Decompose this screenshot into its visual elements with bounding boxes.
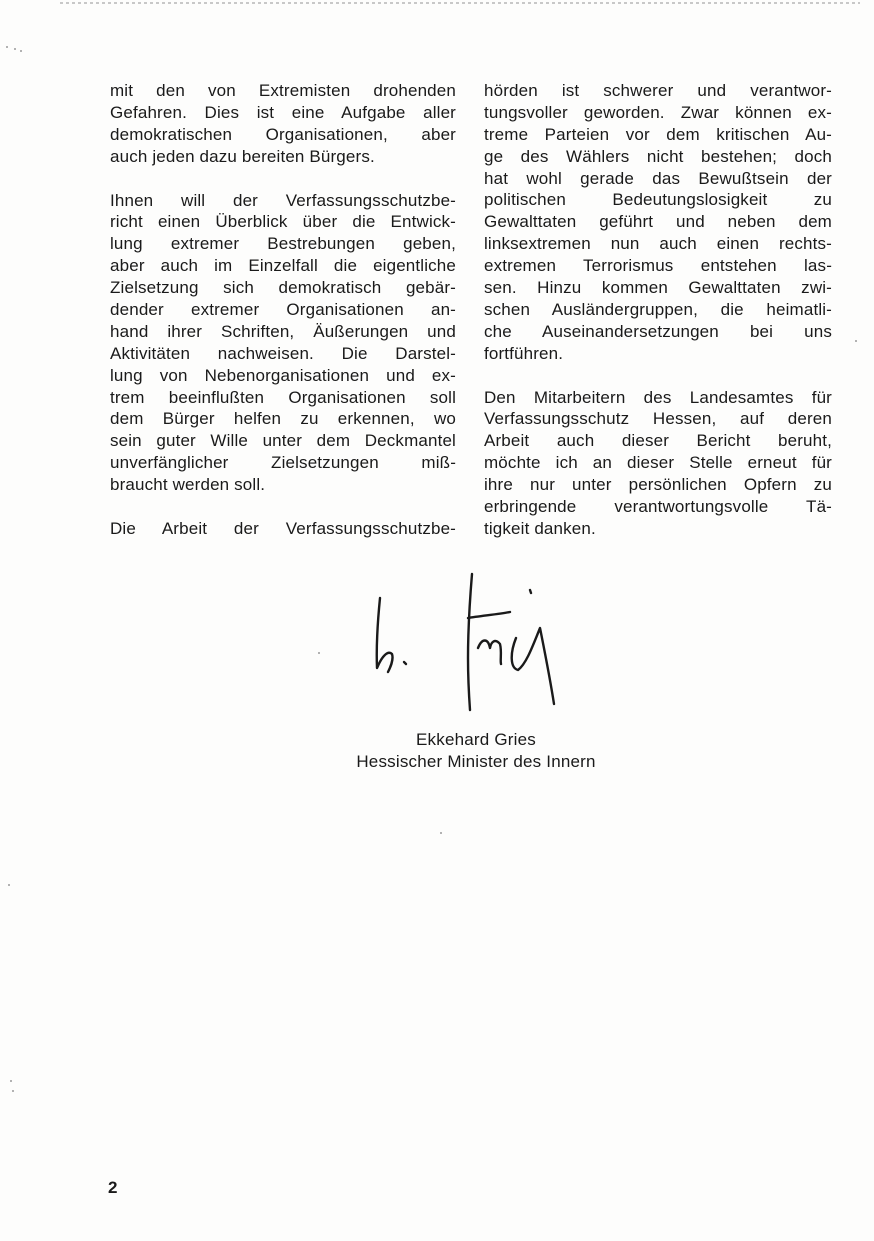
text-line: Den Mitarbeitern des Landesamtes für bbox=[484, 387, 832, 407]
text-line: tigkeit danken. bbox=[484, 518, 596, 538]
scan-speck bbox=[10, 1080, 12, 1082]
text-line: Gefahren. Dies ist eine Aufgabe aller bbox=[110, 102, 456, 122]
text-line: extremen Terrorismus entstehen las- bbox=[484, 256, 832, 276]
text-line: schen Ausländergruppen, die heimatli- bbox=[484, 299, 832, 319]
text-line: Zielsetzung sich demokratisch gebär- bbox=[110, 278, 456, 298]
text-line: richt einen Überblick über die Entwick- bbox=[110, 212, 456, 232]
left-text-column bbox=[110, 80, 456, 540]
text-line: ihre nur unter persönlichen Opfern zu bbox=[484, 475, 832, 495]
signer-name: Ekkehard Gries bbox=[416, 730, 536, 749]
scan-speck bbox=[6, 46, 8, 48]
scan-speck bbox=[8, 884, 10, 886]
page-number: 2 bbox=[108, 1178, 118, 1197]
text-line: lung extremer Bestrebungen geben, bbox=[110, 234, 456, 254]
handwritten-signature bbox=[360, 568, 580, 718]
text-line: Gewalttaten geführt und neben dem bbox=[484, 212, 832, 232]
text-line: Ihnen will der Verfassungsschutzbe- bbox=[110, 190, 456, 210]
text-line: hand ihrer Schriften, Äußerungen und bbox=[110, 321, 456, 341]
text-line: Aktivitäten nachweisen. Die Darstel- bbox=[110, 343, 456, 363]
scan-speck bbox=[12, 1090, 14, 1092]
paragraph-gap bbox=[110, 496, 456, 518]
paragraph-gap bbox=[110, 168, 456, 190]
text-line: Arbeit auch dieser Bericht beruht, bbox=[484, 431, 832, 451]
text-line: demokratischen Organisationen, aber bbox=[110, 124, 456, 144]
scan-speck bbox=[20, 50, 22, 52]
text-line: hörden ist schwerer und verantwor- bbox=[484, 81, 832, 100]
signer-title: Hessischer Minister des Innern bbox=[356, 752, 596, 771]
text-line: treme Parteien vor dem kritischen Au- bbox=[484, 124, 832, 144]
text-line: auch jeden dazu bereiten Bürgers. bbox=[110, 146, 375, 166]
text-line: politischen Bedeutungslosigkeit zu bbox=[484, 190, 832, 210]
text-line: dem Bürger helfen zu erkennen, wo bbox=[110, 409, 456, 429]
scan-speck bbox=[14, 48, 16, 50]
text-line: Verfassungsschutz Hessen, auf deren bbox=[484, 409, 832, 429]
text-line: aber auch im Einzelfall die eigentliche bbox=[110, 256, 456, 276]
text-line: möchte ich an dieser Stelle erneut für bbox=[484, 453, 832, 473]
text-line: erbringende verantwortungsvolle Tä- bbox=[484, 497, 832, 517]
text-line: braucht werden soll. bbox=[110, 475, 266, 495]
text-line: sein guter Wille unter dem Deckmantel bbox=[110, 431, 456, 451]
scan-edge bbox=[60, 2, 860, 4]
text-line: linksextremen nun auch einen rechts- bbox=[484, 234, 832, 254]
text-line: tungsvoller geworden. Zwar können ex- bbox=[484, 102, 832, 122]
text-line: hat wohl gerade das Bewußtsein der bbox=[484, 168, 832, 188]
text-line: sen. Hinzu kommen Gewalttaten zwi- bbox=[484, 278, 832, 298]
text-line: unverfänglicher Zielsetzungen miß- bbox=[110, 453, 456, 473]
scan-speck bbox=[440, 832, 442, 834]
text-line: Die Arbeit der Verfassungsschutzbe- bbox=[110, 519, 456, 539]
right-text-column bbox=[484, 80, 832, 540]
text-line: lung von Nebenorganisationen und ex- bbox=[110, 365, 456, 385]
text-line: che Auseinandersetzungen bei uns bbox=[484, 321, 832, 341]
scan-speck bbox=[855, 340, 857, 342]
text-line: ge des Wählers nicht bestehen; doch bbox=[484, 146, 832, 166]
text-line: fortführen. bbox=[484, 343, 564, 363]
paragraph-gap bbox=[484, 365, 832, 387]
text-line: mit den von Extremisten drohenden bbox=[110, 81, 456, 100]
text-line: trem beeinflußten Organisationen soll bbox=[110, 387, 456, 407]
scan-speck bbox=[318, 652, 320, 654]
text-line: dender extremer Organisationen an- bbox=[110, 300, 456, 320]
